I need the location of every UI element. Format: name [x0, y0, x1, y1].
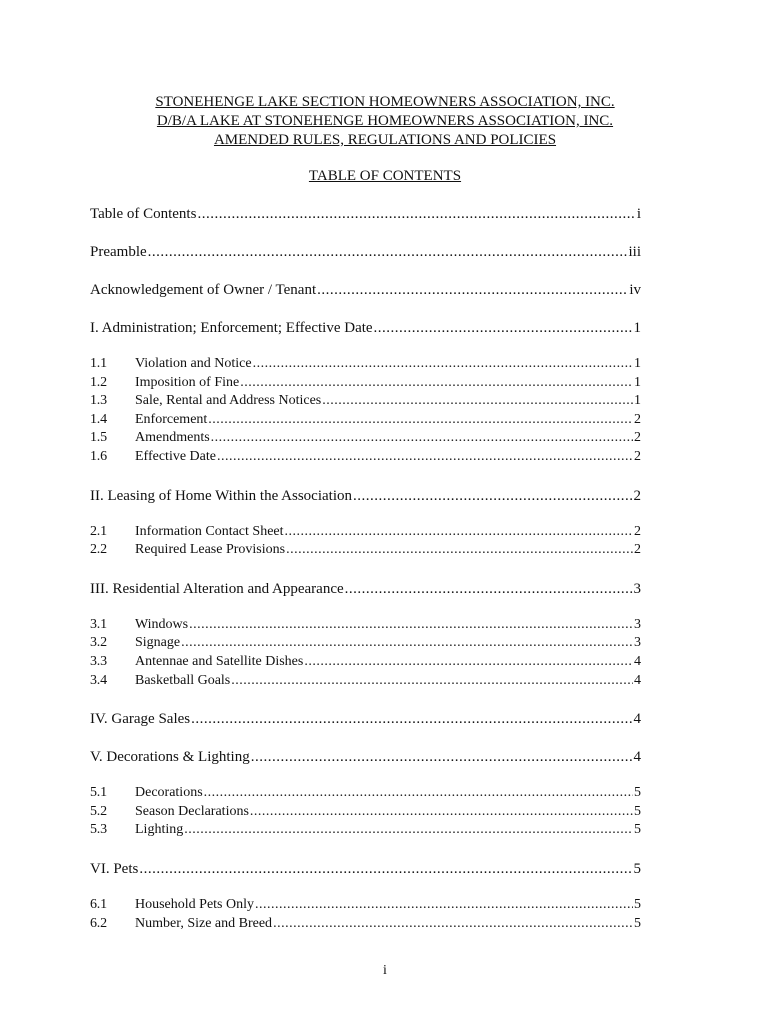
dot-leader — [322, 392, 633, 411]
toc-subentry-page: 1 — [634, 393, 641, 409]
dot-leader — [374, 318, 633, 338]
toc-subentry-page: 3 — [634, 616, 641, 632]
toc-subentry-1-5[interactable] — [90, 429, 641, 448]
toc-subentry-title: Number, Size and Breed — [135, 915, 273, 931]
dot-leader — [253, 355, 633, 374]
toc-subentry-page: 5 — [634, 915, 641, 931]
toc-entry-page: 4 — [633, 749, 641, 766]
header-document-title: AMENDED RULES, REGULATIONS AND POLICIES — [213, 132, 557, 148]
toc-subentry-number: 6.1 — [90, 896, 107, 912]
toc-subentry-number: 5.1 — [90, 785, 107, 801]
dot-leader — [251, 747, 633, 767]
toc-entry-title: Acknowledgement of Owner / Tenant — [90, 282, 317, 298]
toc-entry-title: IV. Garage Sales — [90, 711, 191, 728]
toc-entry-title: II. Leasing of Home Within the Association — [90, 487, 352, 504]
toc-subentry-title: Household Pets Only — [135, 896, 254, 912]
toc-subentry-number: 1.2 — [90, 374, 107, 390]
table-of-contents — [90, 204, 641, 933]
dot-leader — [231, 672, 633, 691]
toc-subentry-number: 2.2 — [90, 542, 107, 558]
toc-subentry-number: 5.3 — [90, 822, 107, 838]
toc-subentry-number: 1.6 — [90, 448, 107, 464]
toc-subentry-title: Windows — [135, 616, 189, 632]
header-dba-name: D/B/A LAKE AT STONEHENGE HOMEOWNERS ASSOCIATION, INC. — [156, 113, 614, 129]
dot-leader — [353, 486, 633, 506]
toc-subentry-1-1[interactable] — [90, 355, 641, 374]
toc-subentry-title: Antennae and Satellite Dishes — [135, 653, 304, 669]
dot-leader — [208, 411, 633, 430]
dot-leader — [148, 242, 628, 262]
toc-subentry-3-2[interactable] — [90, 634, 641, 653]
toc-subentry-page: 1 — [634, 374, 641, 390]
dot-leader — [273, 915, 633, 934]
toc-section-4[interactable] — [90, 709, 641, 729]
dot-leader — [345, 579, 633, 599]
dot-leader — [191, 709, 632, 729]
dot-leader — [181, 634, 633, 653]
toc-subentry-title: Information Contact Sheet — [135, 523, 284, 539]
toc-subentry-number: 1.1 — [90, 356, 107, 371]
toc-entry-page: 2 — [633, 487, 641, 504]
toc-entry-page: iii — [628, 244, 641, 260]
toc-subentry-page: 5 — [634, 803, 641, 819]
toc-subentry-page: 4 — [634, 672, 641, 688]
toc-subentry-1-6[interactable] — [90, 448, 641, 467]
toc-entry-title: V. Decorations & Lighting — [90, 749, 250, 766]
toc-subentry-title: Violation and Notice — [135, 356, 252, 371]
toc-subentry-title: Imposition of Fine — [135, 374, 240, 390]
toc-subentry-number: 1.3 — [90, 393, 107, 409]
toc-subentry-3-3[interactable] — [90, 653, 641, 672]
toc-subentry-title: Effective Date — [135, 448, 216, 464]
toc-subentry-number: 3.2 — [90, 635, 107, 651]
dot-leader — [189, 616, 633, 635]
page-number-footer: i — [383, 963, 387, 978]
toc-subentry-2-2[interactable] — [90, 541, 641, 560]
toc-entry-page: 1 — [633, 320, 641, 336]
dot-leader — [197, 204, 635, 224]
toc-subentry-title: Sale, Rental and Address Notices — [135, 393, 322, 409]
toc-subentry-1-2[interactable] — [90, 374, 641, 393]
toc-subentry-5-3[interactable] — [90, 821, 641, 840]
toc-subentry-1-3[interactable] — [90, 392, 641, 411]
toc-heading: TABLE OF CONTENTS — [308, 168, 462, 184]
toc-subentry-page: 3 — [634, 635, 641, 651]
toc-subentry-title: Lighting — [135, 822, 184, 838]
toc-subentry-title: Enforcement — [135, 411, 208, 427]
toc-entry-page: i — [636, 206, 641, 222]
toc-subentry-number: 2.1 — [90, 523, 107, 539]
toc-subentry-6-1[interactable] — [90, 896, 641, 915]
toc-subentry-page: 5 — [634, 822, 641, 838]
toc-entry-preamble[interactable] — [90, 242, 641, 262]
toc-subentry-page: 2 — [634, 430, 641, 446]
dot-leader — [285, 523, 633, 542]
toc-entry-title: III. Residential Alteration and Appearance — [90, 580, 344, 597]
dot-leader — [255, 896, 633, 915]
toc-entry-table-of-contents[interactable] — [90, 204, 641, 224]
dot-leader — [240, 374, 633, 393]
toc-entry-page: iv — [629, 282, 641, 298]
toc-subentry-page: 2 — [634, 542, 641, 558]
dot-leader — [317, 280, 628, 300]
toc-entry-title: Preamble — [90, 244, 147, 260]
dot-leader — [211, 429, 633, 448]
toc-subentry-number: 3.1 — [90, 616, 107, 632]
toc-subentry-page: 2 — [634, 411, 641, 427]
toc-entry-page: 4 — [633, 711, 641, 728]
toc-subentry-number: 3.4 — [90, 672, 107, 688]
dot-leader — [304, 653, 633, 672]
dot-leader — [184, 821, 633, 840]
toc-subentry-page: 4 — [634, 653, 641, 669]
toc-subentry-page: 5 — [634, 896, 641, 912]
dot-leader — [204, 784, 633, 803]
toc-section-1[interactable] — [90, 318, 641, 338]
toc-section-2[interactable] — [90, 486, 641, 506]
dot-leader — [286, 541, 633, 560]
toc-subentry-title: Basketball Goals — [135, 672, 231, 688]
document-header — [90, 93, 680, 186]
toc-entry-title: Table of Contents — [90, 206, 197, 222]
dot-leader — [250, 803, 633, 822]
toc-subentry-title: Season Declarations — [135, 803, 249, 819]
toc-entry-acknowledgement[interactable] — [90, 280, 641, 300]
toc-subentry-number: 5.2 — [90, 803, 107, 819]
toc-section-3[interactable] — [90, 579, 641, 599]
toc-subentry-number: 1.4 — [90, 411, 107, 427]
toc-subentry-page: 2 — [634, 448, 641, 464]
toc-section-6[interactable] — [90, 859, 641, 879]
dot-leader — [217, 448, 633, 467]
toc-subentry-title: Decorations — [135, 785, 203, 801]
toc-subentry-page: 5 — [634, 785, 641, 801]
toc-section-5[interactable] — [90, 747, 641, 767]
toc-subentry-title: Required Lease Provisions — [135, 542, 286, 558]
toc-subentry-title: Amendments — [135, 430, 210, 446]
toc-entry-page: 3 — [633, 580, 641, 597]
toc-entry-page: 5 — [633, 860, 641, 877]
dot-leader — [139, 859, 632, 879]
toc-subentry-3-4[interactable] — [90, 672, 641, 691]
toc-entry-title: I. Administration; Enforcement; Effective Date — [90, 320, 373, 336]
toc-subentry-2-1[interactable] — [90, 523, 641, 542]
toc-subentry-3-1[interactable] — [90, 616, 641, 635]
toc-subentry-5-2[interactable] — [90, 803, 641, 822]
toc-subentry-number: 1.5 — [90, 430, 107, 446]
toc-subentry-1-4[interactable] — [90, 411, 641, 430]
toc-subentry-title: Signage — [135, 635, 181, 651]
toc-subentry-number: 6.2 — [90, 915, 107, 931]
toc-subentry-5-1[interactable] — [90, 784, 641, 803]
toc-subentry-page: 1 — [634, 356, 641, 371]
toc-subentry-6-2[interactable] — [90, 915, 641, 934]
toc-entry-title: VI. Pets — [90, 860, 139, 877]
toc-subentry-page: 2 — [634, 523, 641, 539]
header-association-name: STONEHENGE LAKE SECTION HOMEOWNERS ASSOCIATION, INC. — [155, 94, 615, 110]
toc-subentry-number: 3.3 — [90, 653, 107, 669]
